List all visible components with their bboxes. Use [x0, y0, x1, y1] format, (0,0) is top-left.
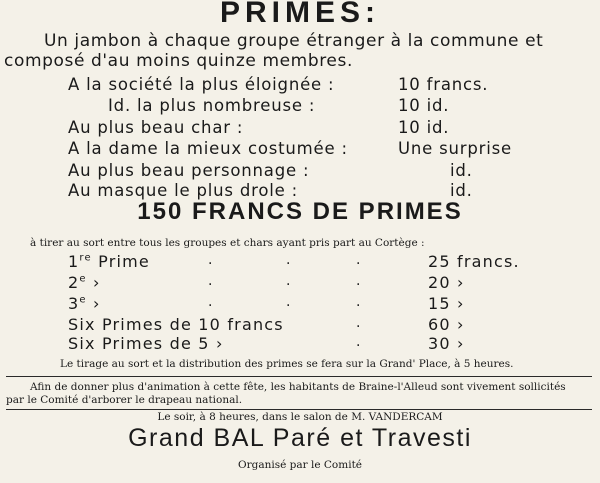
draw-prize-value: 25 francs.	[428, 252, 520, 271]
prize-value: id.	[450, 161, 473, 180]
draw-prize-label: 2e ›	[68, 273, 101, 292]
draw-prize-label: 1re Prime	[68, 252, 150, 271]
leader-dot: .	[286, 273, 291, 289]
prize-label: A la société la plus éloignée :	[68, 75, 335, 94]
total-prizes-heading: 150 FRANCS DE PRIMES	[137, 198, 463, 225]
page-title: PRIMES:	[219, 0, 380, 29]
leader-dot: .	[356, 252, 361, 268]
appeal-line-2: par le Comité d'arborer le drapeau national.	[6, 394, 243, 406]
leader-dot: .	[356, 334, 361, 350]
draw-prize-value: 15 ›	[428, 294, 465, 313]
intro-line-1: Un jambon à chaque groupe étranger à la commune et	[44, 31, 544, 51]
prize-value: 10 id.	[398, 96, 450, 115]
draw-prize-value: 60 ›	[428, 315, 465, 334]
leader-dot: .	[356, 315, 361, 331]
appeal-line-1: Afin de donner plus d'animation à cette fête, les habitants de Braine-l'Alleud sont vivement sollicités	[30, 381, 566, 393]
prize-value: 10 francs.	[398, 75, 489, 94]
leader-dot: .	[208, 252, 213, 268]
prize-label: Au plus beau personnage :	[68, 161, 310, 180]
leader-dot: .	[286, 252, 291, 268]
leader-dot: .	[286, 294, 291, 310]
draw-note: Le tirage au sort et la distribution des primes se fera sur la Grand' Place, à 5 heures.	[60, 358, 514, 370]
prize-value: id.	[450, 181, 473, 200]
draw-prize-value: 20 ›	[428, 273, 465, 292]
divider	[6, 409, 592, 410]
prize-value: 10 id.	[398, 118, 450, 137]
intro-line-2: composé d'au moins quinze membres.	[4, 51, 353, 71]
leader-dot: .	[356, 294, 361, 310]
draw-intro: à tirer au sort entre tous les groupes et chars ayant pris part au Cortège :	[30, 237, 425, 249]
leader-dot: .	[208, 273, 213, 289]
prize-label: Id. la plus nombreuse :	[108, 96, 316, 115]
leader-dot: .	[208, 294, 213, 310]
leader-dot: .	[356, 273, 361, 289]
prize-label: A la dame la mieux costumée :	[68, 139, 348, 158]
organizer-line: Organisé par le Comité	[237, 459, 363, 471]
divider	[6, 376, 592, 377]
draw-prize-label: 3e ›	[68, 294, 101, 313]
evening-notice: Le soir, à 8 heures, dans le salon de M. VANDERCAM	[157, 411, 443, 423]
prize-label: Au masque le plus drole :	[68, 181, 298, 200]
prize-label: Au plus beau char :	[68, 118, 244, 137]
prize-value: Une surprise	[398, 139, 512, 158]
draw-prize-label: Six Primes de 10 francs	[68, 315, 284, 334]
ball-heading: Grand BAL Paré et Travesti	[128, 424, 472, 452]
draw-prize-label: Six Primes de 5 ›	[68, 334, 224, 353]
draw-prize-value: 30 ›	[428, 334, 465, 353]
